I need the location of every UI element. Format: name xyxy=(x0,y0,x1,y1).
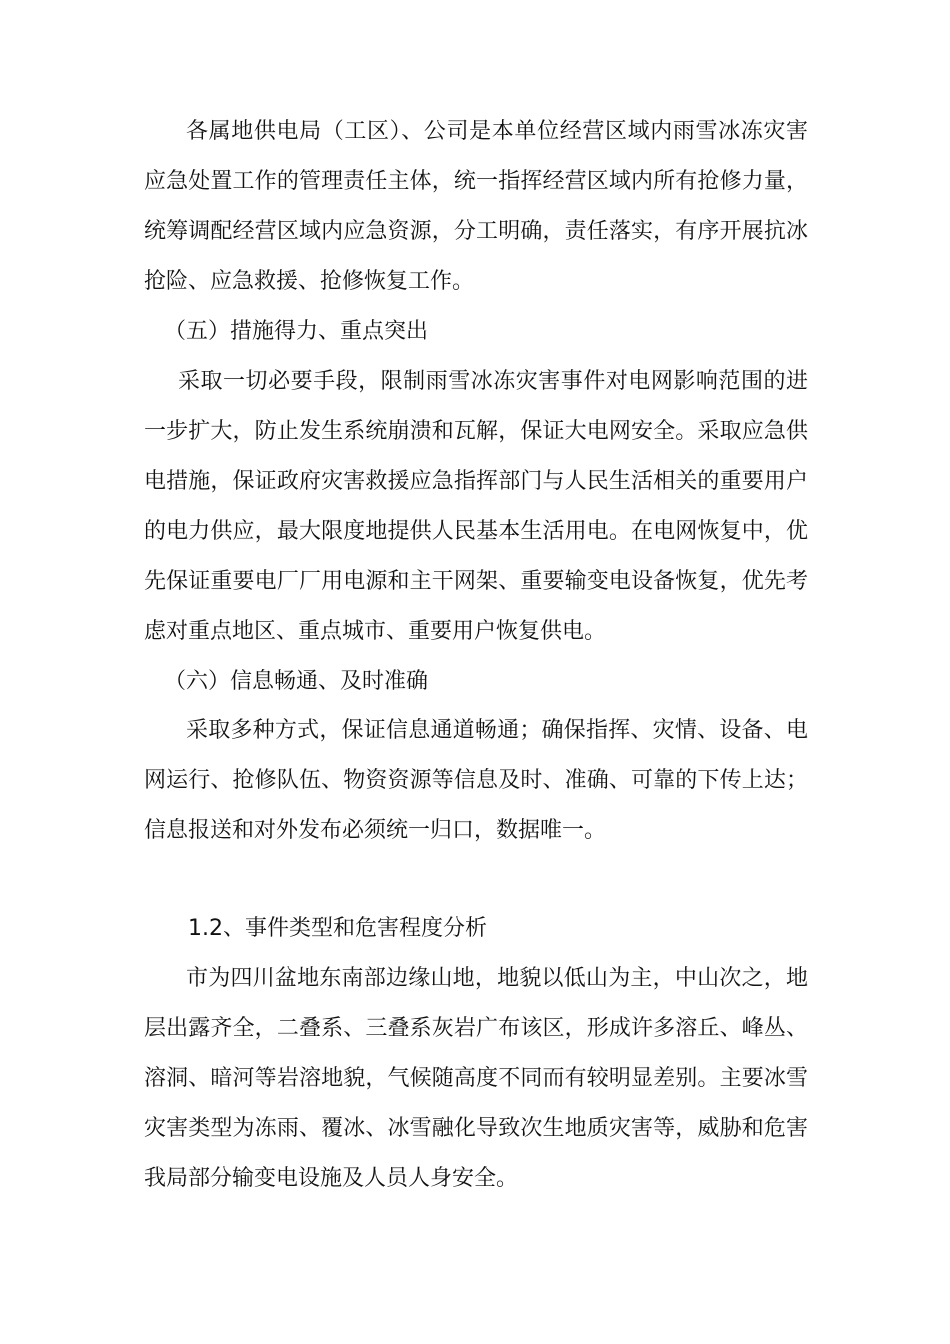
paragraph-4-line-3: 溶洞、暗河等岩溶地貌，气候随高度不同而有较明显差别。主要冰雪 xyxy=(144,1066,808,1091)
paragraph-4-line-5: 我局部分输变电设施及人员人身安全。 xyxy=(144,1166,519,1191)
paragraph-1-line-3: 统筹调配经营区域内应急资源，分工明确，责任落实，有序开展抗冰 xyxy=(144,219,808,244)
paragraph-2-line-4: 的电力供应，最大限度地提供人民基本生活用电。在电网恢复中，优 xyxy=(144,519,808,544)
paragraph-4-line-4: 灾害类型为冻雨、覆冰、冰雪融化导致次生地质灾害等，威胁和危害 xyxy=(144,1116,808,1141)
paragraph-4-line-1: 市为四川盆地东南部边缘山地，地貌以低山为主，中山次之，地 xyxy=(186,966,808,991)
heading-6: （六）信息畅通、及时准确 xyxy=(164,669,429,694)
paragraph-1-line-1: 各属地供电局（工区）、公司是本单位经营区域内雨雪冰冻灾害 xyxy=(186,119,808,144)
paragraph-2-line-3: 电措施，保证政府灾害救援应急指挥部门与人民生活相关的重要用户 xyxy=(144,469,808,494)
paragraph-2-line-5: 先保证重要电厂厂用电源和主干网架、重要输变电设备恢复，优先考 xyxy=(144,569,808,594)
paragraph-3-line-1: 采取多种方式，保证信息通道畅通；确保指挥、灾情、设备、电 xyxy=(186,718,808,743)
heading-5: （五）措施得力、重点突出 xyxy=(164,319,429,344)
paragraph-1-line-2: 应急处置工作的管理责任主体，统一指挥经营区域内所有抢修力量， xyxy=(144,169,808,194)
paragraph-2-line-2: 一步扩大，防止发生系统崩溃和瓦解，保证大电网安全。采取应急供 xyxy=(144,419,808,444)
paragraph-2-line-1: 采取一切必要手段，限制雨雪冰冻灾害事件对电网影响范围的进 xyxy=(178,369,808,394)
section-1-2-heading: 1.2、事件类型和危害程度分析 xyxy=(188,916,487,941)
paragraph-1-line-4: 抢险、应急救援、抢修恢复工作。 xyxy=(144,269,475,294)
paragraph-3-line-2: 网运行、抢修队伍、物资资源等信息及时、准确、可靠的下传上达； xyxy=(144,768,808,793)
paragraph-2-line-6: 虑对重点地区、重点城市、重要用户恢复供电。 xyxy=(144,619,607,644)
paragraph-4-line-2: 层出露齐全，二叠系、三叠系灰岩广布该区，形成许多溶丘、峰丛、 xyxy=(144,1016,808,1041)
paragraph-3-line-3: 信息报送和对外发布必须统一归口，数据唯一。 xyxy=(144,818,607,843)
